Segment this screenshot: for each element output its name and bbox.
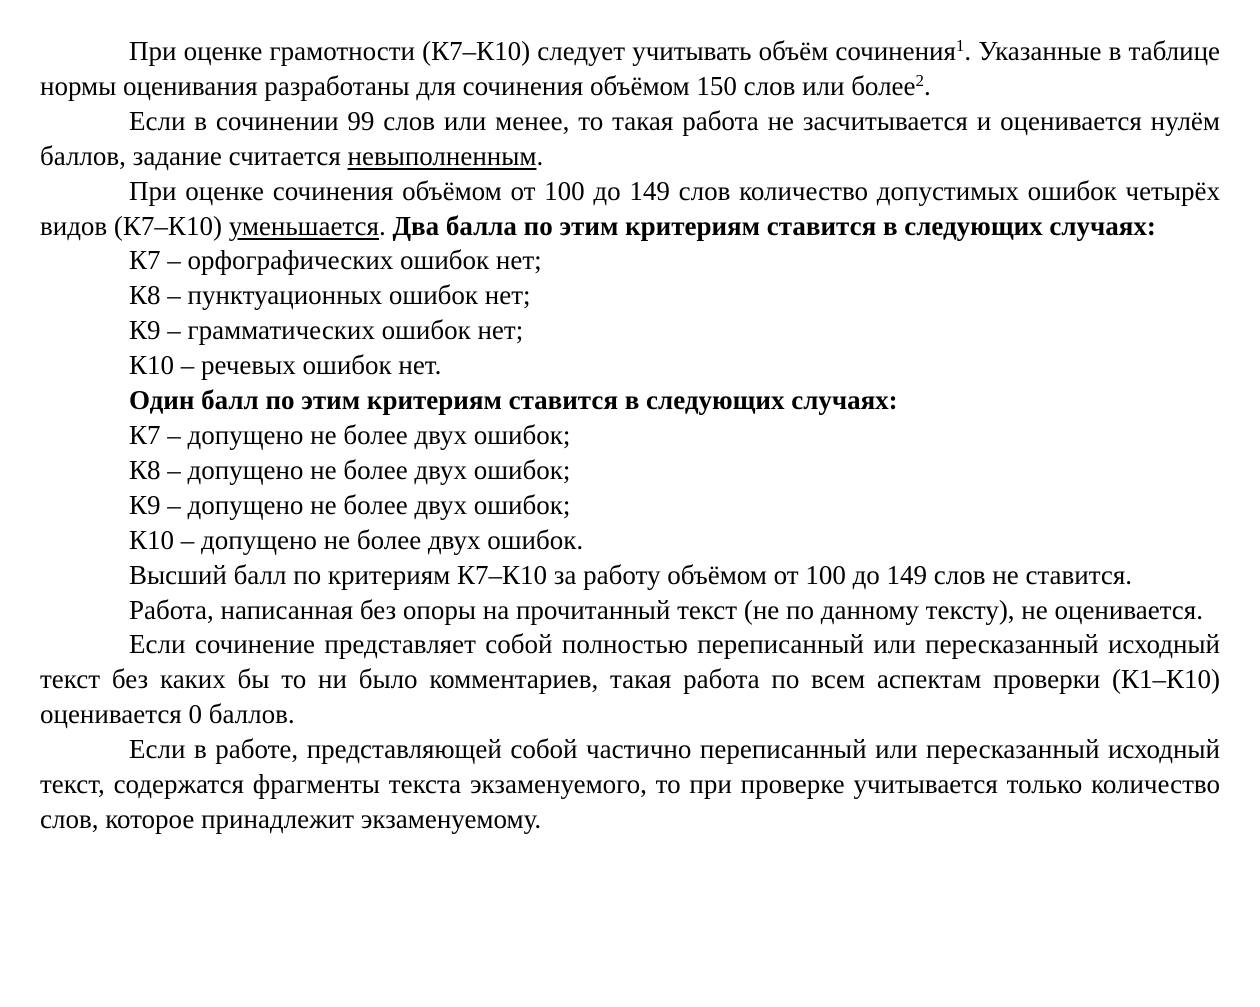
document-page (40, 34, 1220, 837)
footnote-ref-1[interactable]: 1 (955, 36, 965, 55)
paragraph-literacy-volume (40, 34, 1220, 104)
list-item: К7 – орфографических ошибок нет; (129, 245, 542, 276)
paragraph-highest-score: Высший балл по критериям К7–К10 за работу объёмом от 100 до 149 слов не ставится. (129, 559, 1133, 590)
text: . (924, 70, 931, 101)
list-item: К7 – допущено не более двух ошибок; (129, 419, 571, 450)
paragraph-under-99-words (40, 104, 1220, 174)
paragraph-100-149-words (40, 174, 1220, 244)
text: . (536, 140, 544, 171)
list-item: К8 – пунктуационных ошибок нет; (129, 280, 531, 311)
list-item: К10 – допущено не более двух ошибок. (129, 524, 584, 555)
text: . Указанные в таблице нормы оценивания разработаны для сочинения объёмом 150 слов или более (40, 36, 1221, 101)
list-item: К10 – речевых ошибок нет. (129, 350, 442, 381)
bold-heading-one-point: Один балл по этим критериям ставится в следующих случаях: (129, 385, 898, 416)
paragraph-partially-copied: Если в работе, представляющей собой частично переписанный или пересказанный исходный текст, содержатся фрагменты текста экзаменуемого, то при проверке учитывается только количество слов, которое принадлежит экзаменуемому. (40, 734, 1220, 834)
list-item: К8 – допущено не более двух ошибок; (129, 454, 571, 485)
text: Если в сочинении 99 слов или менее, то такая работа не засчитывается и оценивается нулём баллов, задание считается (40, 105, 1220, 171)
paragraph-not-based-on-text: Работа, написанная без опоры на прочитанный текст (не по данному тексту), не оценивается. (129, 594, 1203, 625)
text: . (378, 210, 393, 241)
bold-heading-two-points: Два балла по этим критериям ставится в следующих случаях: (392, 210, 1156, 241)
underlined-text: уменьшается (228, 210, 379, 241)
list-item: К9 – допущено не более двух ошибок; (129, 489, 571, 520)
text: При оценке сочинения объёмом от 100 до 149 слов количество допустимых ошибок четырёх видов (К7–К10) (40, 175, 1220, 241)
paragraph-fully-copied: Если сочинение представляет собой полностью переписанный или пересказанный исходный текст без каких бы то ни было комментариев, такая работа по всем аспектам проверки (К1–К10) оценивается 0 баллов. (40, 629, 1220, 730)
footnote-ref-2[interactable]: 2 (915, 70, 925, 90)
list-item: К9 – грамматических ошибок нет; (129, 315, 524, 346)
underlined-text: невыполненным (347, 140, 537, 171)
text: При оценке грамотности (К7–К10) следует учитывать объём сочинения (129, 36, 956, 66)
